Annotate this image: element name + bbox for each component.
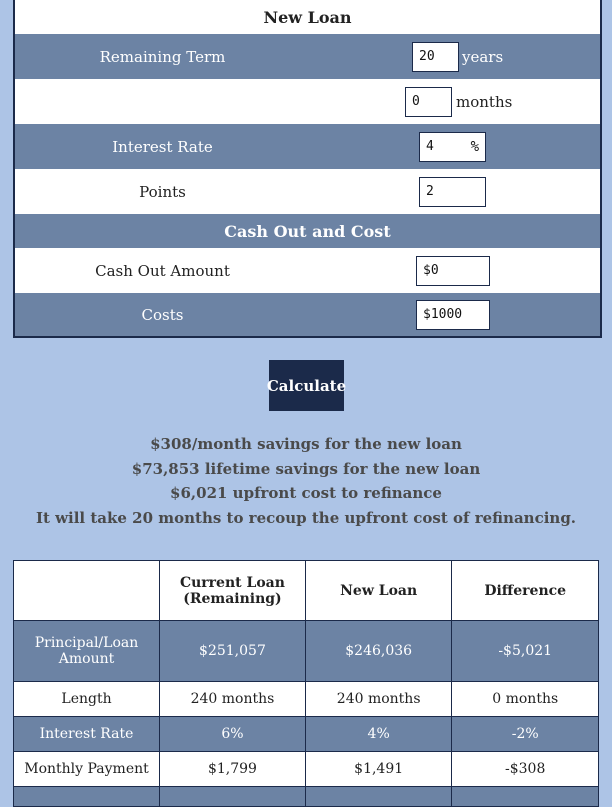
row-label: Interest Rate	[14, 717, 160, 752]
remaining-term-label: Remaining Term	[99, 47, 226, 66]
years-input[interactable]: 20	[412, 42, 459, 72]
lifetime-savings-text: $73,853 lifetime savings for the new loan	[131, 459, 481, 478]
row-label: Length	[14, 682, 160, 717]
upfront-cost-text: $6,021 upfront cost to refinance	[170, 484, 442, 502]
interest-rate-label: Interest Rate	[112, 137, 213, 156]
years-unit: years	[462, 47, 504, 66]
new-value: 240 months	[305, 682, 451, 717]
months-input[interactable]: 0	[405, 87, 452, 117]
calculate-button[interactable]: Calculate	[269, 360, 344, 411]
row-label: Monthly Payment	[14, 752, 160, 787]
percent-sign: %	[470, 138, 479, 155]
table-header-row	[14, 561, 599, 621]
costs-row	[15, 293, 600, 336]
table-row	[14, 621, 599, 682]
current-value: $1,799	[159, 752, 305, 787]
current-value: $251,057	[159, 621, 305, 682]
table-row	[14, 752, 599, 787]
difference-value: -2%	[452, 717, 599, 752]
table-row	[14, 682, 599, 717]
interest-rate-input[interactable]	[419, 132, 486, 162]
table-header-blank	[14, 561, 160, 621]
new-loan-heading: New Loan	[15, 0, 600, 34]
points-row	[15, 169, 600, 214]
points-label: Points	[139, 182, 186, 201]
current-value: 6%	[159, 717, 305, 752]
table-row-partial	[14, 787, 599, 807]
cash-out-input[interactable]: $0	[416, 256, 490, 286]
remaining-term-row	[15, 34, 600, 79]
results-summary	[0, 432, 612, 530]
difference-value: 0 months	[452, 682, 599, 717]
current-value: 240 months	[159, 682, 305, 717]
table-row	[14, 717, 599, 752]
difference-value: -$5,021	[452, 621, 599, 682]
comparison-table	[13, 560, 599, 807]
points-input[interactable]: 2	[419, 177, 486, 207]
interest-rate-value: 4	[426, 139, 434, 154]
new-value: $246,036	[305, 621, 451, 682]
cash-out-heading: Cash Out and Cost	[15, 214, 600, 248]
new-loan-form	[13, 0, 602, 338]
costs-label: Costs	[141, 305, 184, 324]
monthly-savings-text: $308/month savings for the new loan	[150, 435, 462, 453]
cash-out-label: Cash Out Amount	[95, 261, 230, 280]
months-row	[15, 79, 600, 124]
months-unit: months	[456, 92, 513, 111]
new-value: 4%	[305, 717, 451, 752]
difference-value: -$308	[452, 752, 599, 787]
recoup-time-text: It will take 20 months to recoup the upfront cost of refinancing.	[35, 508, 577, 527]
table-header-difference: Difference	[452, 561, 599, 621]
cash-out-row	[15, 248, 600, 293]
table-header-current-loan: Current Loan (Remaining)	[159, 561, 305, 621]
costs-input[interactable]: $1000	[416, 300, 490, 330]
row-label: Principal/Loan Amount	[14, 621, 160, 682]
table-header-new-loan: New Loan	[305, 561, 451, 621]
new-value: $1,491	[305, 752, 451, 787]
interest-rate-row	[15, 124, 600, 169]
